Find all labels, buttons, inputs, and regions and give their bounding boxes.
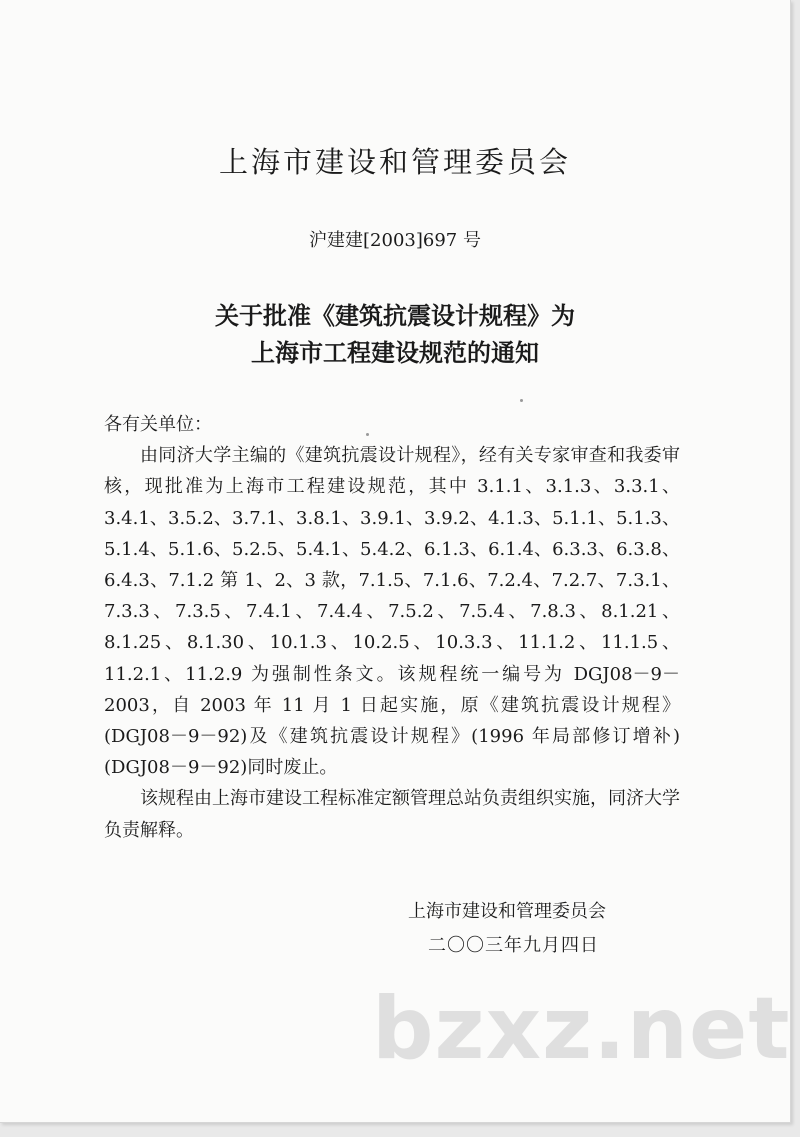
document-number: 沪建建[2003]697 号	[309, 230, 481, 251]
issuer-title: 上海市建设和管理委员会	[218, 145, 571, 179]
salutation: 各有关单位：	[104, 414, 212, 435]
scan-speck	[520, 399, 523, 402]
site-watermark: bzxz.net	[372, 979, 791, 1079]
notice-body	[104, 409, 680, 846]
signature-date: 二〇〇三年九月四日	[428, 935, 599, 956]
notice-title-line-1: 关于批准《建筑抗震设计规程》为	[215, 302, 575, 330]
scan-speck	[366, 433, 369, 436]
notice-title-line-2: 上海市工程建设规范的通知	[251, 339, 539, 367]
body-paragraph-1: 由同济大学主编的《建筑抗震设计规程》，经有关专家审查和我委审核，现批准为上海市工程建设规范，其中 3.1.1、3.1.3、3.3.1、3.4.1、3.5.2、3.7.1、3.8.1、3.9.1、3.9.2、4.1.3、5.1.1、5.1.3、5.1.4、5.1.6、5.2.5、5.4.1、5.4.2、6.1.3、6.1.4、6.3.3、6.3.8、6.4.3、7.1.2 第 1、2、3 款，7.1.5、7.1.6、7.2.4、7.2.7、7.3.1、7.3.3、7.3.5、7.4.1、7.4.4、7.5.2、7.5.4、7.8.3、8.1.21、8.1.25、8.1.30、10.1.3、10.2.5、10.3.3、11.1.2、11.1.5、11.2.1、11.2.9 为强制性条文。该规程统一编号为 DGJ08－9－2003，自 2003 年 11 月 1 日起实施，原《建筑抗震设计规程》(DGJ08－9－92)及《建筑抗震设计规程》(1996 年局部修订增补)(DGJ08－9－92)同时废止。	[104, 445, 680, 779]
notice-title	[0, 298, 790, 372]
signature-organization: 上海市建设和管理委员会	[408, 901, 606, 922]
body-paragraph-2: 该规程由上海市建设工程标准定额管理总站负责组织实施，同济大学负责解释。	[104, 788, 680, 841]
